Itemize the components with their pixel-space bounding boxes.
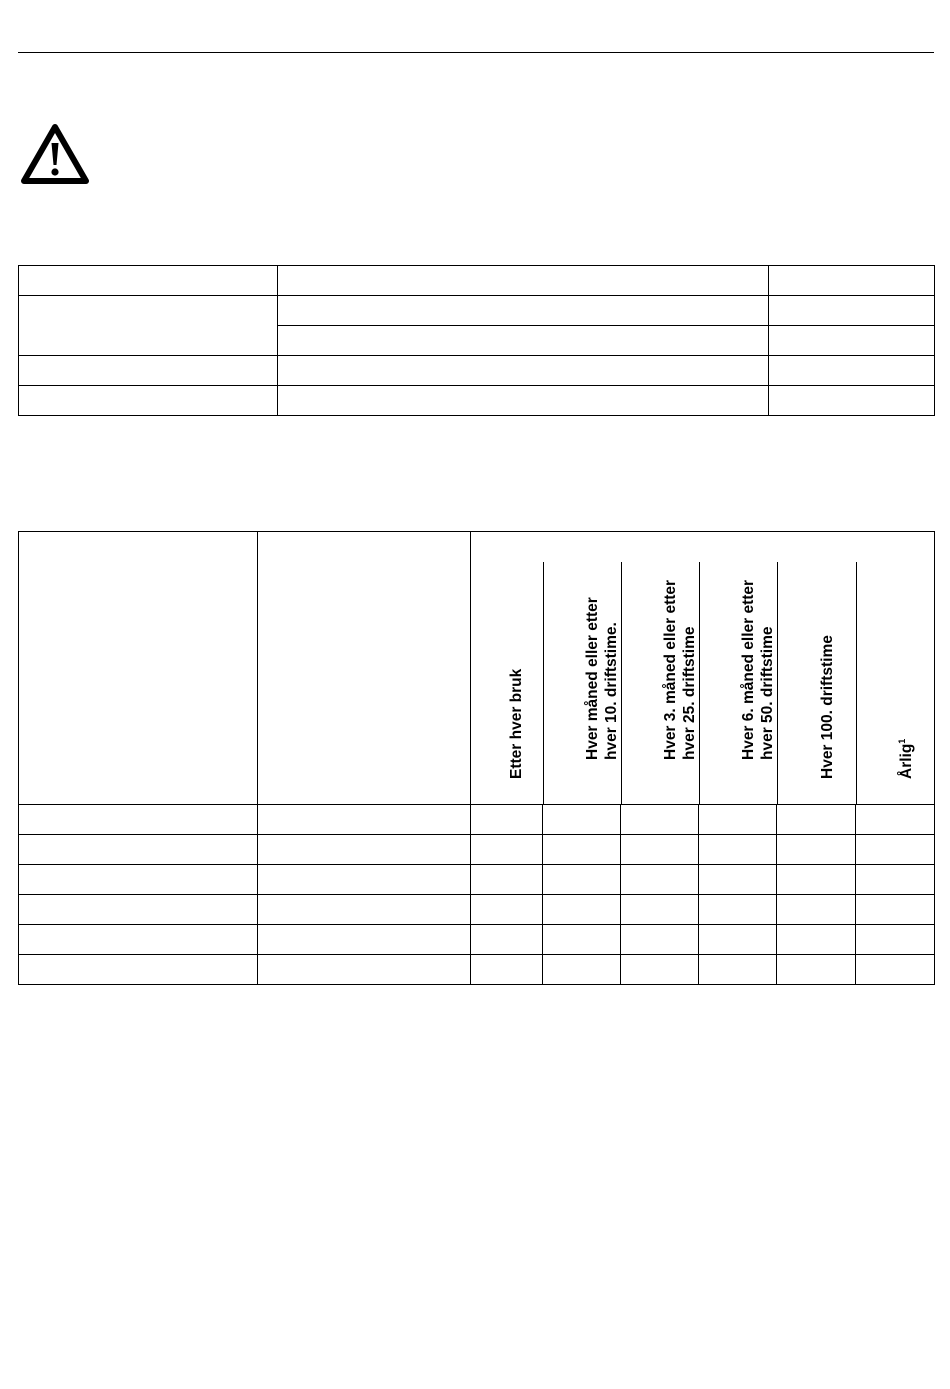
header-line: hver 50. driftstime [759, 626, 776, 760]
table-row [19, 835, 935, 865]
header-line: Etter hver bruk [508, 668, 525, 779]
top-rule [18, 52, 934, 53]
header-line: Hver måned eller etter [584, 597, 601, 760]
table-row [19, 356, 935, 386]
header-line: hver 25. driftstime [681, 626, 698, 760]
table-row [19, 895, 935, 925]
header-line: hver 10. driftstime. [603, 622, 620, 760]
table-header-row [19, 532, 935, 805]
header-col-monthly [543, 562, 622, 804]
table-row [19, 805, 935, 835]
header-line: Hver 6. måned eller etter [740, 579, 757, 760]
table-row [19, 266, 935, 296]
header-line: Hver 3. måned eller etter [662, 579, 679, 760]
header-line: Årlig [897, 743, 915, 779]
header-col-3-months [621, 562, 700, 804]
table-row [19, 865, 935, 895]
header-col-100-hours [777, 562, 857, 804]
info-table [18, 265, 935, 416]
table-row [19, 955, 935, 985]
header-col-yearly [856, 562, 936, 804]
header-line: Hver 100. driftstime [818, 635, 836, 779]
maintenance-schedule-table [18, 531, 935, 985]
warning-triangle-icon [20, 123, 90, 186]
footnote-marker: 1 [896, 738, 907, 744]
table-row [19, 296, 935, 326]
header-col-after-use [471, 562, 543, 804]
header-col-6-months [699, 562, 778, 804]
table-row [19, 386, 935, 416]
table-row [19, 925, 935, 955]
interval-header-group [471, 532, 935, 805]
